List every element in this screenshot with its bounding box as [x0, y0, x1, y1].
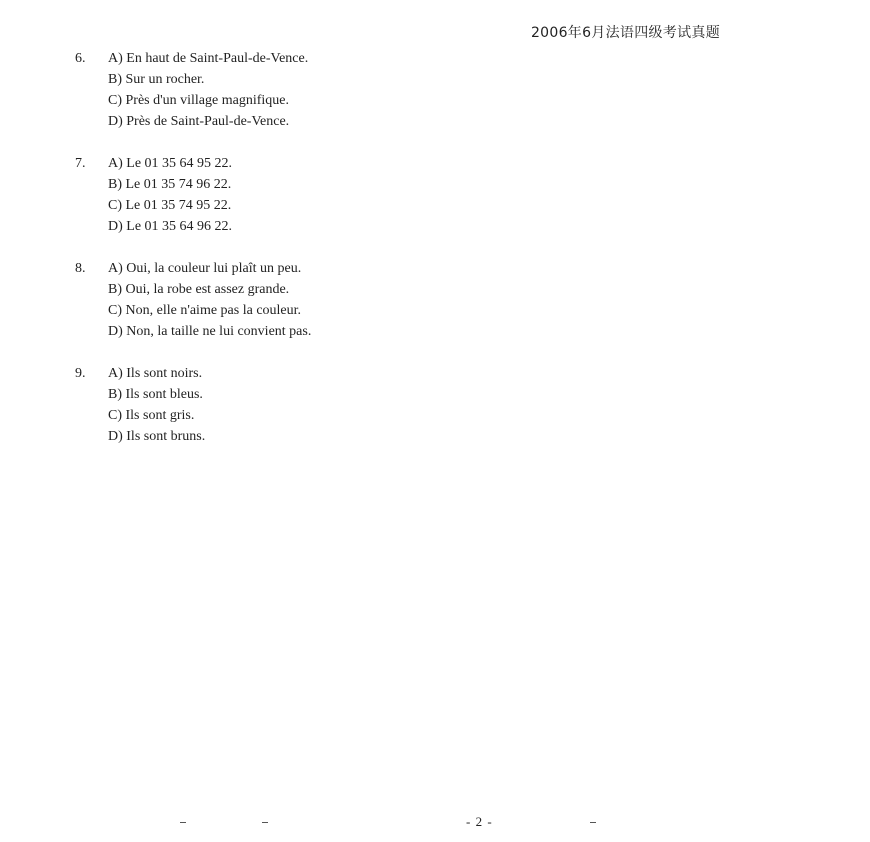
question-number: 9.	[75, 366, 86, 381]
option-text: C) Le 01 35 74 95 22.	[108, 198, 232, 213]
option-8b	[75, 279, 675, 300]
option-text: D) Le 01 35 64 96 22.	[108, 219, 233, 234]
option-text: A) Ils sont noirs.	[108, 366, 203, 381]
option-9c	[75, 405, 675, 426]
question-9	[75, 363, 675, 447]
option-8a	[75, 258, 675, 279]
option-9b	[75, 384, 675, 405]
question-6	[75, 48, 675, 132]
option-9a	[75, 363, 675, 384]
option-9d	[75, 426, 675, 447]
option-6c	[75, 90, 675, 111]
option-text: B) Sur un rocher.	[108, 72, 205, 87]
option-text: B) Le 01 35 74 96 22.	[108, 177, 232, 192]
page-header: 2006年6月法语四级考试真题	[530, 25, 720, 41]
option-text: D) Près de Saint-Paul-de-Vence.	[108, 114, 290, 129]
option-7a	[75, 153, 675, 174]
question-list	[75, 48, 675, 468]
option-6d	[75, 111, 675, 132]
option-8c	[75, 300, 675, 321]
scan-mark	[262, 822, 268, 823]
option-text: A) Oui, la couleur lui plaît un peu.	[108, 261, 302, 276]
scan-mark	[590, 822, 596, 823]
option-6b	[75, 69, 675, 90]
option-text: D) Ils sont bruns.	[108, 429, 206, 444]
option-8d	[75, 321, 675, 342]
option-text: A) Le 01 35 64 95 22.	[108, 156, 233, 171]
question-number: 8.	[75, 261, 86, 276]
option-text: D) Non, la taille ne lui convient pas.	[108, 324, 312, 339]
question-number: 6.	[75, 51, 86, 66]
page-number: - 2 -	[466, 814, 493, 829]
option-7b	[75, 174, 675, 195]
option-text: B) Oui, la robe est assez grande.	[108, 282, 290, 297]
option-6a	[75, 48, 675, 69]
option-text: C) Près d'un village magnifique.	[108, 93, 289, 108]
option-text: B) Ils sont bleus.	[108, 387, 203, 402]
option-text: C) Non, elle n'aime pas la couleur.	[108, 303, 302, 318]
option-text: A) En haut de Saint-Paul-de-Vence.	[108, 51, 309, 66]
option-text: C) Ils sont gris.	[108, 408, 195, 423]
option-7d	[75, 216, 675, 237]
question-7	[75, 153, 675, 237]
question-8	[75, 258, 675, 342]
option-7c	[75, 195, 675, 216]
page-footer	[0, 814, 870, 834]
question-number: 7.	[75, 156, 86, 171]
scan-mark	[180, 822, 186, 823]
